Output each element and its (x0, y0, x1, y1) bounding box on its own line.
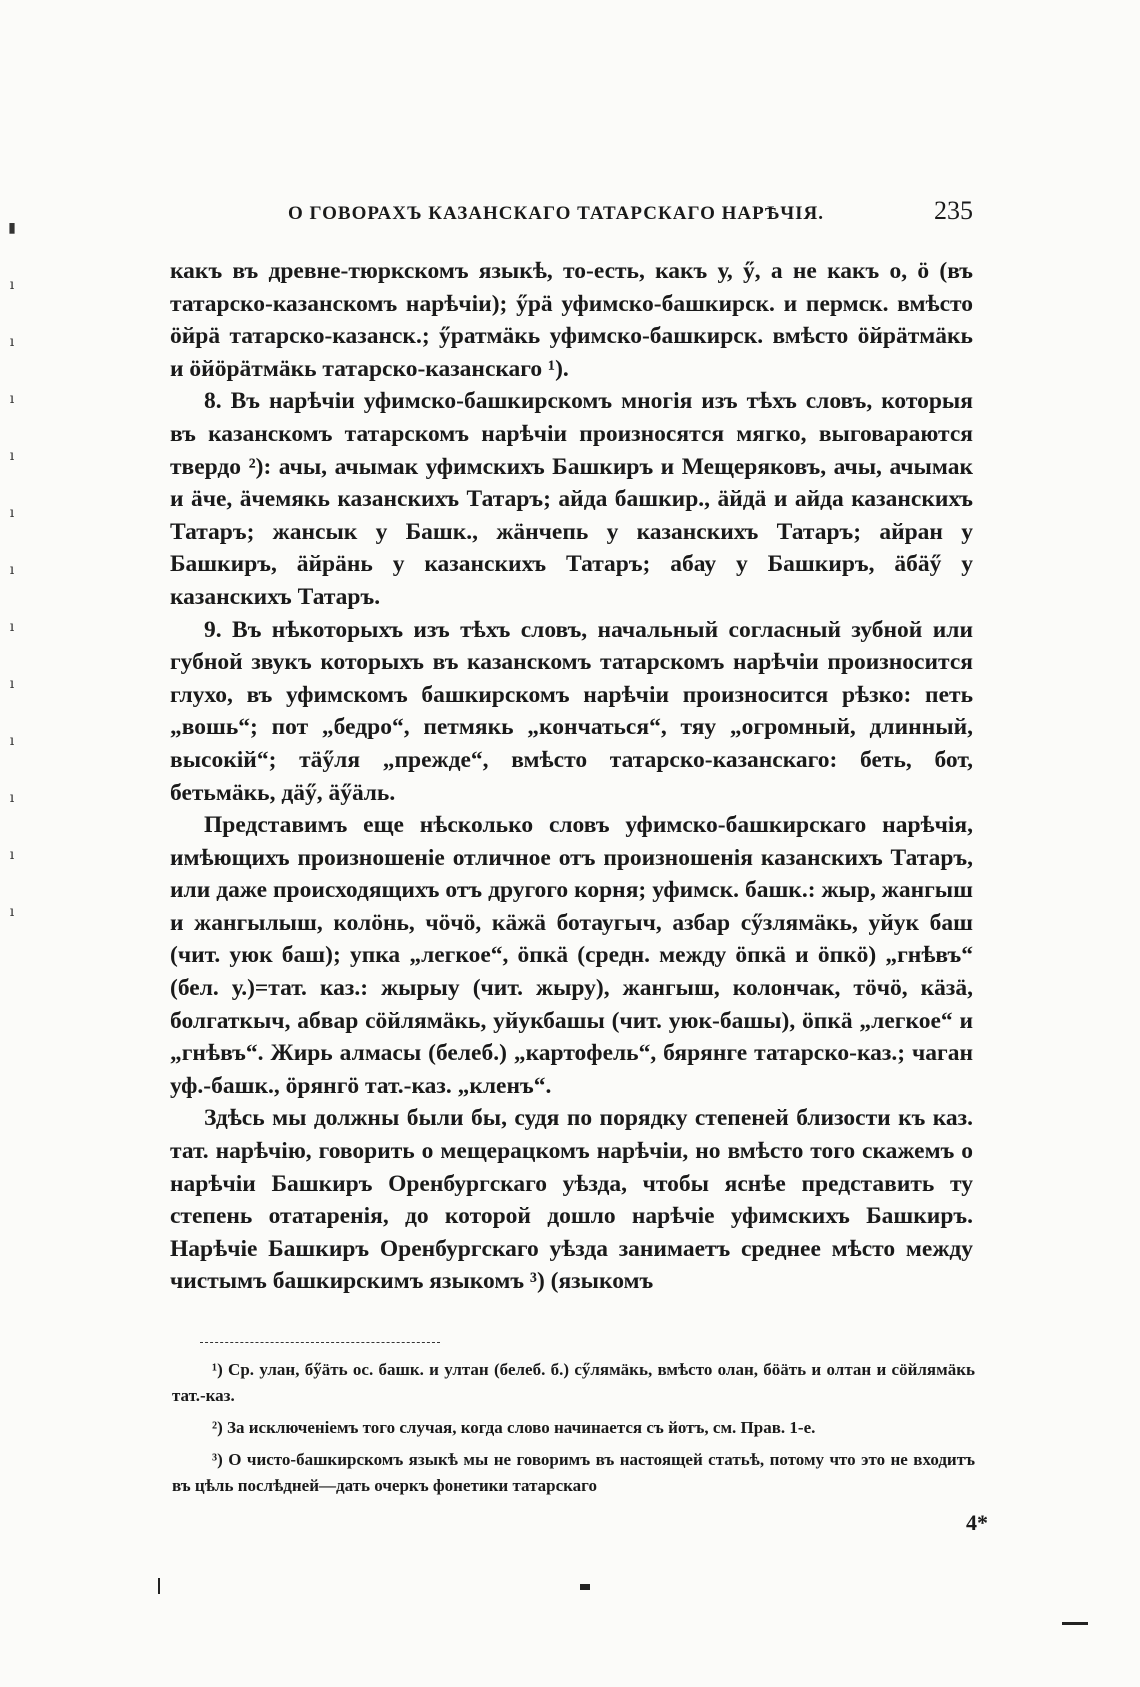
paragraph-9: 9. Въ нѣкоторыхъ изъ тѣхъ словъ, начальный согласный зубной или губной звукъ которыхъ въ казанскомъ татарскомъ нарѣчіи произносится глухо, въ уфимскомъ башкирскомъ нарѣчіи произносится рѣзко: петь „вошь“; пот „бедро“, петмякь „кончаться“, тяу „огромный, длинный, высокій“; тäӳля „прежде“, вмѣсто татарско-казанскаго: беть, бот, бетьмäкь, дäӳ, äӳäль. (170, 616, 973, 806)
margin-scan-marks: ▮ ı ı ı ı ı ı ı ı ı ı ı ı (8, 220, 16, 920)
main-text (170, 255, 973, 1298)
footnote-3: ³) О чисто-башкирскомъ языкѣ мы не говоримъ въ настоящей статьѣ, потому что это не входитъ въ цѣль послѣдней—дать очеркъ фонетики татарскаго (172, 1450, 975, 1495)
scan-artifact-right (1062, 1622, 1088, 1625)
paragraph-8: 8. Въ нарѣчіи уфимско-башкирскомъ многія изъ тѣхъ словъ, которыя въ казанскомъ татарскомъ нарѣчіи произносятся мягко, выговараются твердо ²): ачы, ачымак уфимскихъ Башкиръ и Мещеряковъ, ачы, ачымак и äче, äчемякь казанскихъ Татаръ; айда башкир., äйдä и айда казанскихъ Татаръ; жансык у Башк., жäнчепь у казанскихъ Татаръ; айран у Башкиръ, äйрäнь у казанскихъ Татаръ; абау у Башкиръ, äбäӳ у казанскихъ Татаръ. (170, 388, 973, 610)
footnote-1: ¹) Ср. улан, бӳäть ос. башк. и ултан (белеб. б.) сӳлямäкь, вмѣсто олан, бöäть и олтан и сöйлямäкь тат.-каз. (172, 1360, 975, 1405)
paragraph-orenburg: Здѣсь мы должны были бы, судя по порядку степеней близости къ каз. тат. нарѣчію, говорить о мещерацкомъ нарѣчіи, но вмѣсто того скажемъ о нарѣчіи Башкиръ Оренбургскаго уѣзда, чтобы яснѣе представить ту степень отатаренія, до которой дошло нарѣчіе уфимскихъ Башкиръ. Нарѣчіе Башкиръ Оренбургскаго уѣзда занимаетъ среднее мѣсто между чистымъ башкирскимъ языкомъ ³) (языкомъ (170, 1105, 973, 1295)
signature-mark: 4* (966, 1510, 988, 1535)
footnote-divider (200, 1342, 440, 1343)
running-title: О ГОВОРАХЪ КАЗАНСКАГО ТАТАРСКАГО НАРѢЧІЯ. (287, 203, 825, 224)
paragraph-continued: какъ въ древне-тюркскомъ языкѣ, то-есть, какъ у, ӳ, а не какъ о, ӧ (въ татарско-казанскомъ нарѣчіи); ӳрä уфимско-башкирск. и пермск. вмѣсто öйрä татарско-казанск.; ӳратмäкь уфимско-башкирск. вмѣсто öйрäтмäкь и öйöрäтмäкь татарско-казанскаго ¹). (170, 258, 973, 382)
footnote-2: ²) За исключеніемъ того случая, когда слово начинается съ йотъ, см. Прав. 1-е. (212, 1418, 816, 1437)
paragraph-word-list: Представимъ еще нѣсколько словъ уфимско-башкирскаго нарѣчія, имѣющихъ произношеніе отличное отъ произношенія казанскихъ Татаръ, или даже происходящихъ отъ другого корня; уфимск. башк.: жыр, жангыш и жангылыш, колöнь, чöчö, кäжä ботаугыч, азбар сӳзлямäкь, уйук баш (чит. уюк баш); упка „легкое“, öпкä (средн. между öпкä и öпкö) „гнѣвъ“ (бел. у.)=тат. каз.: жырыу (чит. жыру), жангыш, колончак, тöчö, кäзä, болгаткыч, абвар сöйлямäкь, уйукбашы (чит. уюк-башы), öпкä „легкое“ и „гнѣвъ“. Жирь алмасы (белеб.) „картофель“, бярянге татарско-каз.; чаган уф.-башк., öрянгö тат.-каз. „кленъ“. (170, 812, 973, 1099)
page-header (178, 196, 973, 232)
footnotes (172, 1357, 975, 1505)
scan-artifact-left (158, 1578, 160, 1594)
scan-artifact-bottom (580, 1584, 590, 1590)
page-number: 235 (934, 196, 973, 225)
